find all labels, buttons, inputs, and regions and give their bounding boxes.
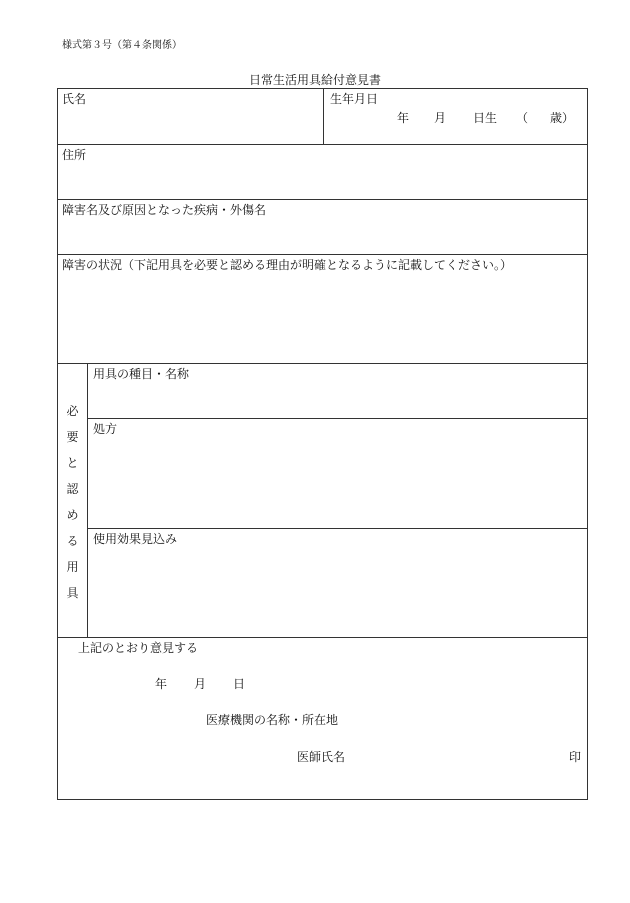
vertical-char: 要 xyxy=(66,430,79,444)
vertical-char: と xyxy=(66,456,79,470)
sign-day-label: 日 xyxy=(233,677,246,691)
age-open-paren: （ xyxy=(516,111,529,125)
birth-date-label: 生年月日 xyxy=(330,92,379,106)
vertical-char: る xyxy=(66,534,79,548)
vertical-char: 用 xyxy=(66,560,79,574)
sign-year-label: 年 xyxy=(155,677,168,691)
row-divider-name xyxy=(57,144,588,145)
vertical-char: 必 xyxy=(66,404,79,418)
equipment-type-label: 用具の種目・名称 xyxy=(93,367,190,381)
row-divider-type xyxy=(87,418,588,419)
birth-day-label: 日生 xyxy=(473,111,498,125)
row-divider-prescription xyxy=(87,528,588,529)
seal-label: 印 xyxy=(569,750,582,764)
form-table xyxy=(57,88,588,800)
vertical-char: 具 xyxy=(66,586,79,600)
prescription-label: 処方 xyxy=(93,422,118,436)
institution-label: 医療機関の名称・所在地 xyxy=(206,713,339,727)
doctor-name-label: 医師氏名 xyxy=(297,750,346,764)
name-label: 氏名 xyxy=(62,92,87,106)
birth-year-label: 年 xyxy=(397,111,410,125)
needed-equipment-vertical-label xyxy=(58,398,87,606)
disability-status-label: 障害の状況（下記用具を必要と認める理由が明確となるように記載してください。） xyxy=(62,258,513,272)
col-divider-equipment xyxy=(87,363,88,637)
row-divider-status xyxy=(57,363,588,364)
vertical-char: め xyxy=(66,508,79,522)
vertical-char: 認 xyxy=(66,482,79,496)
row-divider-effect xyxy=(57,637,588,638)
expected-effect-label: 使用効果見込み xyxy=(93,532,178,546)
form-number-label: 様式第３号（第４条関係） xyxy=(62,40,182,51)
disability-name-label: 障害名及び原因となった疾病・外傷名 xyxy=(62,203,267,217)
sign-month-label: 月 xyxy=(194,677,207,691)
opinion-statement: 上記のとおり意見する xyxy=(78,641,199,655)
age-label: 歳） xyxy=(550,111,575,125)
row-divider-disability-name xyxy=(57,254,588,255)
address-label: 住所 xyxy=(62,148,87,162)
row-divider-address xyxy=(57,199,588,200)
birth-month-label: 月 xyxy=(434,111,447,125)
col-divider-birth xyxy=(323,89,324,144)
document-title: 日常生活用具給付意見書 xyxy=(248,73,381,87)
